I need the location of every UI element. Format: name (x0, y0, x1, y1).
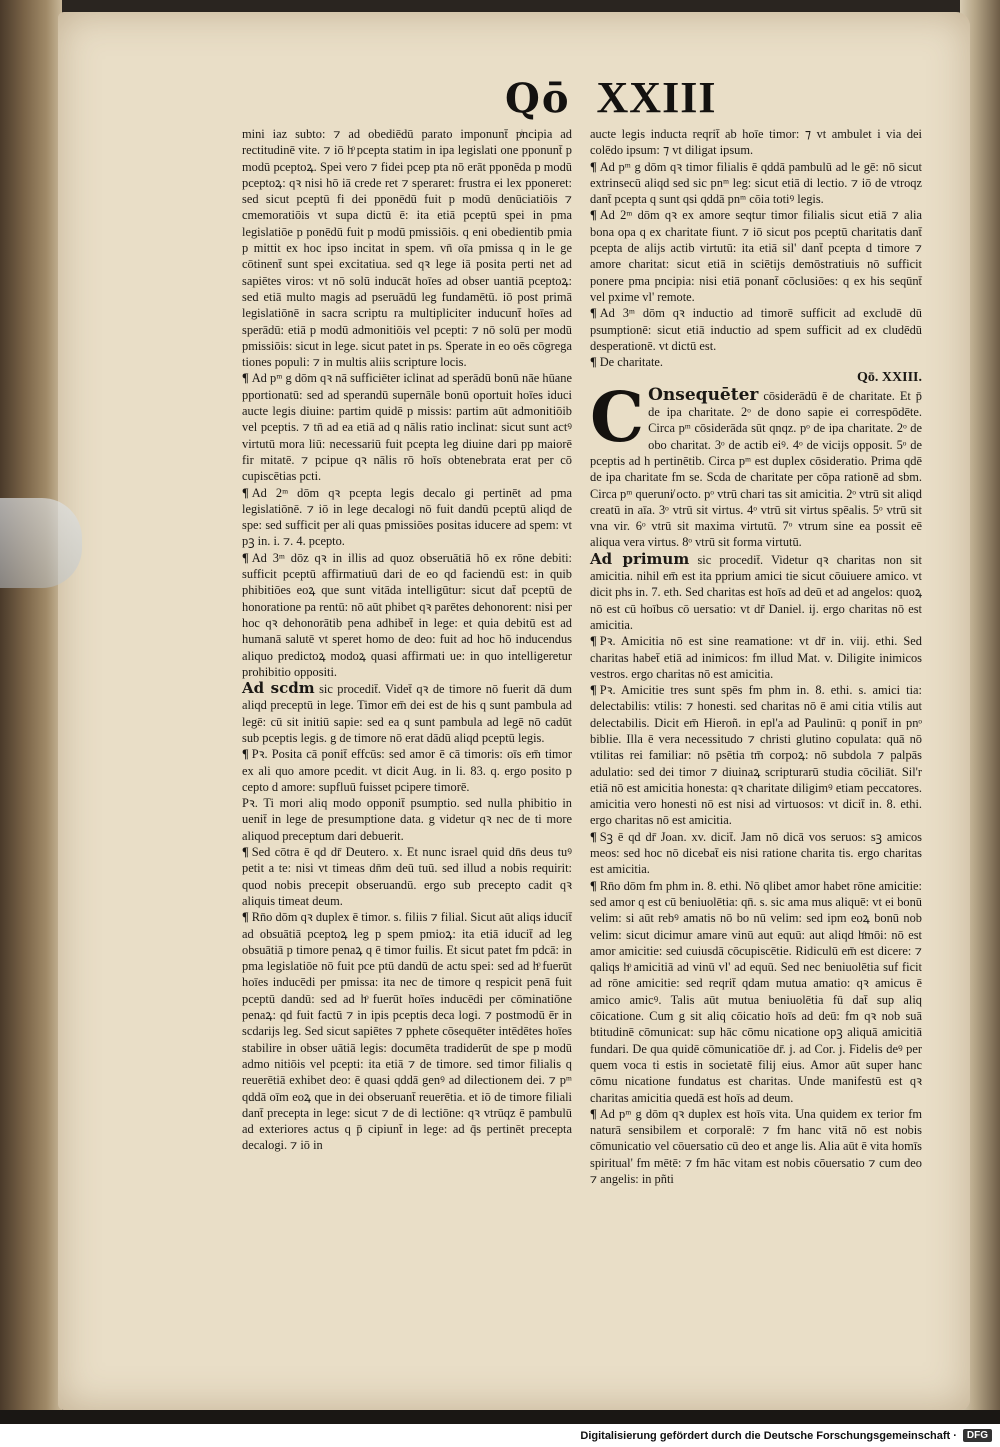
paragraph: ¶ Pꝛ. Posita cā ponit̄ effcūs: sed amor ē cā timoris: oīs em̄ timor ex ali quo amore pcedit. vt dicit Aug. in li. 83. q. ergo posito p cepto d amore: supfluū fuisset pcipere timorē. (242, 747, 572, 794)
left-column (242, 126, 572, 1154)
pilcrow-icon: ¶ (242, 845, 249, 860)
paragraph: ¶ Sꝫ ē qd dr̄ Joan. xv. dicit̄. Jam nō dicā vos seruos: sꝫ amicos meos: sed hoc nō dicebat̄ eis nisi ratione charita tis. ergo charitas est amicitia. (590, 829, 922, 877)
article-lead: Ad primum (590, 549, 690, 568)
pilcrow-icon: ¶ (590, 208, 597, 223)
running-head: Qō (505, 75, 571, 122)
pilcrow-icon: ¶ (590, 355, 597, 370)
paragraph: ¶ Ad pᵐ g dōm qꝛ timor filialis ē qddā pambulū ad le gē: nō sicut extrinsecū aliqd sed sic pnᵐ leg: sicut etiā di lectio. ⁊ iō de vtroqz dant̄ pcepta q sunt qsi qddā pnᵐ cōia totiꝰ legis. (590, 159, 922, 207)
paragraph: ¶ Ad 3ᵐ dōz qꝛ in illis ad quoz obseruātiā hō ex rōne debiti: sufficit pceptū affirmatiuū dari de eo qd faciendū est: in quib phibitiōes eoꝝ que sunt vitāda intelligūtur: sicut dat̄ pceptū de honoratione pa rentū: nō aūt phibet qꝛ parētes dehonorent: nisi per hoc qꝛ dehonorātib pena adhibet̄ in lege: et quia debitū est ad humanā salutē vt speret homo de deo: fuit ad hoc hō inducendus aliquo predictoꝝ modoꝝ quasi affirmati ue: in quo intelligeretur prohibitio oppositi. (242, 550, 572, 679)
page-clip (0, 498, 82, 588)
pilcrow-icon: ¶ (590, 683, 597, 698)
paragraph: ¶ Ad pᵐ g dōm qꝛ nā sufficiēter iclinat ad sperādū bonū nāe hūane pportionatū: sed ad sperandū supernāle bonū oportuit hoīes iduci aucte legis diuine: partim quidē p missis: partim aūt admonitiōib vel pceptis. ⁊ tn̄ ad ea etiā ad q nālis ratio inclinat: sicut sunt actꝰ virtutū mora liū: necessariū fuit pcepta leg diuine dari pp maiorē fir mitatē. ⁊ pcipue qꝛ nālis rō hoīs obtenebrata erat per cō cupiscētias pcti. (242, 371, 572, 484)
pilcrow-icon: ¶ (590, 634, 597, 649)
charity-intro: C Onsequēter cōsiderādū ē de charitate. Et p̄ de ipa charitate. 2ᵒ de dono sapie ei correspōdēte. Circa pᵐ cōsiderāda sūt qnqz. pᵒ de ipa charitate. 2ᵒ de obo charitat. 3ᵒ de actib eiꝰ. 4ᵒ de vicijs opposit. 5ᵒ de pceptis ad h pertinētib. Circa pᵐ est duplex cōsideratio. Prima qdē de ipa charitate fm se. Scda de charitate per cōpa rationē ad sbm. Circa pᵐ queruni̸ octo. pᵒ vtrū chari tas sit amicitia. 2ᵒ vtrū sit aliqd creatū in aīa. 3ᵒ vtrū sit virtus. 4ᵒ vtrū sit virtus spēalis. 5ᵒ vtrū sit vna vir. 6ᵒ vtrū sit maxima virtutū. 7ᵒ vtrum sine ea possit eē aliqua vera virtus. 8ᵒ vtrū sit forma virtutū. (590, 377, 922, 550)
scan-border (0, 1410, 1000, 1424)
paragraph: ¶ De charitate. (590, 355, 663, 370)
paragraph: ¶ Ad pᵐ g dōm qꝛ duplex est hoīs vita. Una quidem ex terior fm naturā sensibilem et corporalē: ⁊ fm hanc vitā nō est nobis cōmunicatio vel cōuersatio cū deo et ange lis. Alia aūt ē vita homīs spiritual' fm mētē: ⁊ fm hāc vitam est nobis cōuersatio ⁊ cum deo ⁊ angelis: in pñti (590, 1106, 922, 1186)
paragraph: ¶ Ad 2ᵐ dōm qꝛ ex amore seqtur timor filialis sicut etiā ⁊ alia bona opa q ex charitate fiunt. ⁊ iō sicut pos pceptū charitatis dant̄ pcepta de alijs actib virtutū: ita etiā sil' dant̄ pcepta d timore ⁊ amore charitat: sicut etiā in sciētijs demōstratiuis nō sufficit ponere pma pncipia: nisi etiā ponant̄ cōclusiōes: q ex his seqūnt̄ vel pxime vl' remote. (590, 208, 922, 304)
question-label: Qō. XXIII. (857, 370, 922, 386)
intro-lead-word: Onsequēter (648, 384, 759, 405)
page-header (505, 72, 716, 122)
paragraph: ¶ Pꝛ. Amicitie tres sunt spēs fm phm in. 8. ethi. s. amici tia: delectabilis: vtilis: ⁊ honesti. sed charitas nō ē ami citia vtilis aut delectabilis. Dicit em̄ Hieroñ. in epl'a ad Paulinū: q ponit̄ in pnᵒ biblie. Illa ē vera necessitudo ⁊ christi glutino copulata: quā nō vtilitas rei familiar: nō psētia tm̄ corpoꝝ: nō subdola ⁊ palpās adulatio: sed dei timor ⁊ diuinaꝝ scripturarū studia cōciliāt. Sil'r etiā nō est amicitia honesta: qꝛ charitate diligimꝰ etiam peccatores. amicitia vero honesti nō est nisi ad virtuosos: vt dicit̄ in. 8. ethi. ergo charitas nō est amicitia. (590, 683, 922, 828)
pilcrow-icon: ¶ (242, 910, 249, 925)
article-heading: Ad scdm sic procedit̄. Videt̄ qꝛ de timore nō fuerit dā dum aliqd preceptū in lege. Timor em̄ dei est de his q sunt pambula ad legē: cū sit initiū sapie: sed ea q sunt pambula ad legē nō cadūt sub pceptis legis. g de timore nō erat dādū aliqd pceptū legis. (242, 679, 572, 745)
pilcrow-icon: ¶ (590, 829, 597, 844)
paragraph: ¶ Ad 2ᵐ dōm qꝛ pcepta legis decalo gi pertinēt ad pma legislatiōnē. ⁊ iō in lege decalogi nō fuit dandū pceptū aliqd de spe: sed sufficit per ali quas pmissiōes positas iducere ad spem: vt pꝫ in. i. ⁊. 4. pcepto. (242, 485, 572, 549)
pilcrow-icon: ¶ (242, 371, 249, 386)
footer (0, 1424, 1000, 1447)
dfg-logo: DFG (963, 1429, 992, 1442)
pilcrow-icon: ¶ (242, 550, 249, 565)
paragraph: ¶ Sed cōtra ē qd dr̄ Deutero. x. Et nunc israel quid dn̄s deus tuꝰ petit a te: nisi vt timeas dn̄m deū tuū. sed illud a nobis requirit: quod nobis precepit obseruandū. ergo sub precepto cadit qꝛ aliquis timeat deum. (242, 845, 572, 908)
article-heading: Ad primum sic procedit̄. Videtur qꝛ charitas non sit amicitia. nihil em̄ est ita pprium amici tie sicut cōuiuere amico. vt dicit phs in. 7. eth. Sed charitas est hoīs ad deū et ad angelos: quoꝝ nō est cū hoībus cō uersatio: vt dr̄ Daniel. ij. ergo charitas nō est amicitia. (590, 549, 922, 632)
paragraph: ¶ Rn̄o dōm qꝛ duplex ē timor. s. filiis ⁊ filial. Sicut aūt aliqs iducit̄ ad obsuātiā pceptoꝝ leg p spem pmioꝝ: ita etiā iducit̄ ad leg obsuātiā p timore penaꝝ q ē timor fuilis. Et sicut patet fm pdcā: in pma legislatiōe nō fuit pce ptū dandū de actu spei: sed ad hͦ fuerūt hoīes inducēdi per pmissa: ita nec de timore q respicit penā fuit pceptū dandū: sed ad hͦ fuerūt hoīes inducēdi per cōminatiōne penaꝝ: qd fuit factū ⁊ in ipis pceptis deca logi. ⁊ postmodū ēr in scdarijs leg. Sed sicut sapiētes ⁊ pphete cōsequēter intēdētes hoīes stabilire in obser uātiā legis: documēta tradiderūt de spe p modū admo nitiōis vel pcepti: ita etiā ⁊ de timore. sed timor filialis q reuerētiā exhibet deo: ē quasi qddā genꝰ ad dilectionem dei. ⁊ pᵐ qddā oīm eoꝝ que in dei obseruant̄ reuerētia. et iō de timore filiali dant̄ precepta in lege: sicut ⁊ de di lectiōne: qꝛ vtrūqz ē pambulū ad exteriores actus q p̄ cipiunt̄ in lege: ad q̄s pertinēt precepta decalogi. ⁊ iō in (242, 910, 572, 1153)
pilcrow-icon: ¶ (242, 747, 249, 762)
footer-credit: Digitalisierung gefördert durch die Deutsche Forschungsgemeinschaft · (580, 1429, 957, 1442)
article-lead: Ad scdm (242, 679, 315, 698)
paragraph: ¶ Rn̄o dōm fm phm in. 8. ethi. Nō qlibet amor habet rōne amicitie: sed amor q est cū beniuolētia: qn̄. s. sic ama mus aliquē: vt ei bonū velim: si aūt rebꝰ amatis nō bo nū velim: sed ipm eoꝝ bonū nob velim: sicut dicimur amare vinū aut equū: aut aliqd hͦmōi: nō est amor amicitie: sed cuiusdā cōcupiscētie. Ridiculū em̄ est dicere: ⁊ qaliqs hͦ amicitiā ad vinū vl' ad equū. Sed nec beniuolētia suf ficit ad rōne amicitie: sed reqrit̄ qdam mutua amatio: qꝛ amicus ē amico amicꝰ. Talis aūt mutua beniuolētia fū dat̄ sup aliq cōicatione. Cum g sit aliq cōicatio hoīs ad deū: fm qꝛ nob suā btitudinē cōmunicat: sup hāc cōmu nicatione opꝫ aliquā amicitiā fundari. De qua quidē cōmunicatiōe dr̄. j. ad Cor. j. Fidelis deꝰ per quem voca ti estis in societatē filij eius. Amor aūt super hanc cōmu nicatione fundatus est charitas. Unde manifestū est qꝛ charitas amicitia quedā est hoīs ad deum. (590, 878, 922, 1105)
pilcrow-icon: ¶ (590, 159, 597, 174)
pilcrow-icon: ¶ (590, 1106, 597, 1121)
pilcrow-icon: ¶ (242, 485, 249, 500)
pilcrow-icon: ¶ (590, 306, 597, 321)
paragraph: mini iaz subto: ⁊ ad obediēdū parato imponunt̄ pͥncipia ad rectitudinē vite. ⁊ iō hͦ pcepta statim in ipa legislati one pponunt̄ p modū pceptoꝝ. Spei vero ⁊ fidei pcep pta nō erāt pponēda p modū pceptoꝝ: qꝛ nisi hō iā crede ret ⁊ speraret: frustra ei lex pponeret: sed sicut pceptū fi dei pponēdū fuit p modū denūciatiōis ⁊ cmemoratiōis vt supa dictū ē: ita etiā pceptū spei in pma legislatiōe p ponēdū fuit p modū pmissiōis. q eni obedientib pmia p mittit ex hoc ipso incitat in spem. vn̄ oīa pmissa q in le ge cōtinent̄ sunt spei excitatiua. sed qꝛ lege iā posita perti net ad sapiētes viros: vt nō solū inducāt hoīes ad obser uantiā pceptoꝝ: sed etiā multo magis ad pseruādū leg fundamētū. iō post primā legislatiōnē in sacra scriptu ra multipliciter inducunt̄ hoīes ad sperādū: etiā p modū admonitiōis vel pcepti: ⁊ nō solū per modū pmissiōis: sicut in lege. sicut patet in ps. Sperate in eo oēs cōgrega tiones populi: ⁊ in multis aliis scripture locis. (242, 127, 572, 370)
paragraph: ¶ Ad 3ᵐ dōm qꝛ inductio ad timorē sufficit ad excludē dū psumptionē: sicut etiā inductio ad spem sufficit ad ex cludēdū desperationē. vt dictū est. (590, 306, 922, 353)
pilcrow-icon: ¶ (590, 878, 597, 893)
right-column (590, 126, 922, 1187)
paragraph: aucte legis inducta reqrit̄ ab hoīe timor: ⁊ vt ambulet i via dei colēdo ipsum: ⁊ vt diligat ipsum. (590, 127, 922, 158)
paragraph: Pꝛ. Ti mori aliq modo opponit̄ psumptio. sed nulla phibitio in uenit̄ in lege de presumptione data. g videtur qꝛ nec de ti more aliquod preceptum dari debuerit. (242, 796, 572, 843)
paragraph: ¶ Pꝛ. Amicitia nō est sine reamatione: vt dr̄ in. viij. ethi. Sed charitas habet̄ etiā ad inimicos: fm illud Mat. v. Diligite inimicos vestros. ergo charitas nō est amicitia. (590, 634, 922, 681)
folio-number: XXIII (596, 73, 717, 122)
book-edge-left (0, 0, 62, 1410)
initial-letter: C (590, 377, 645, 458)
